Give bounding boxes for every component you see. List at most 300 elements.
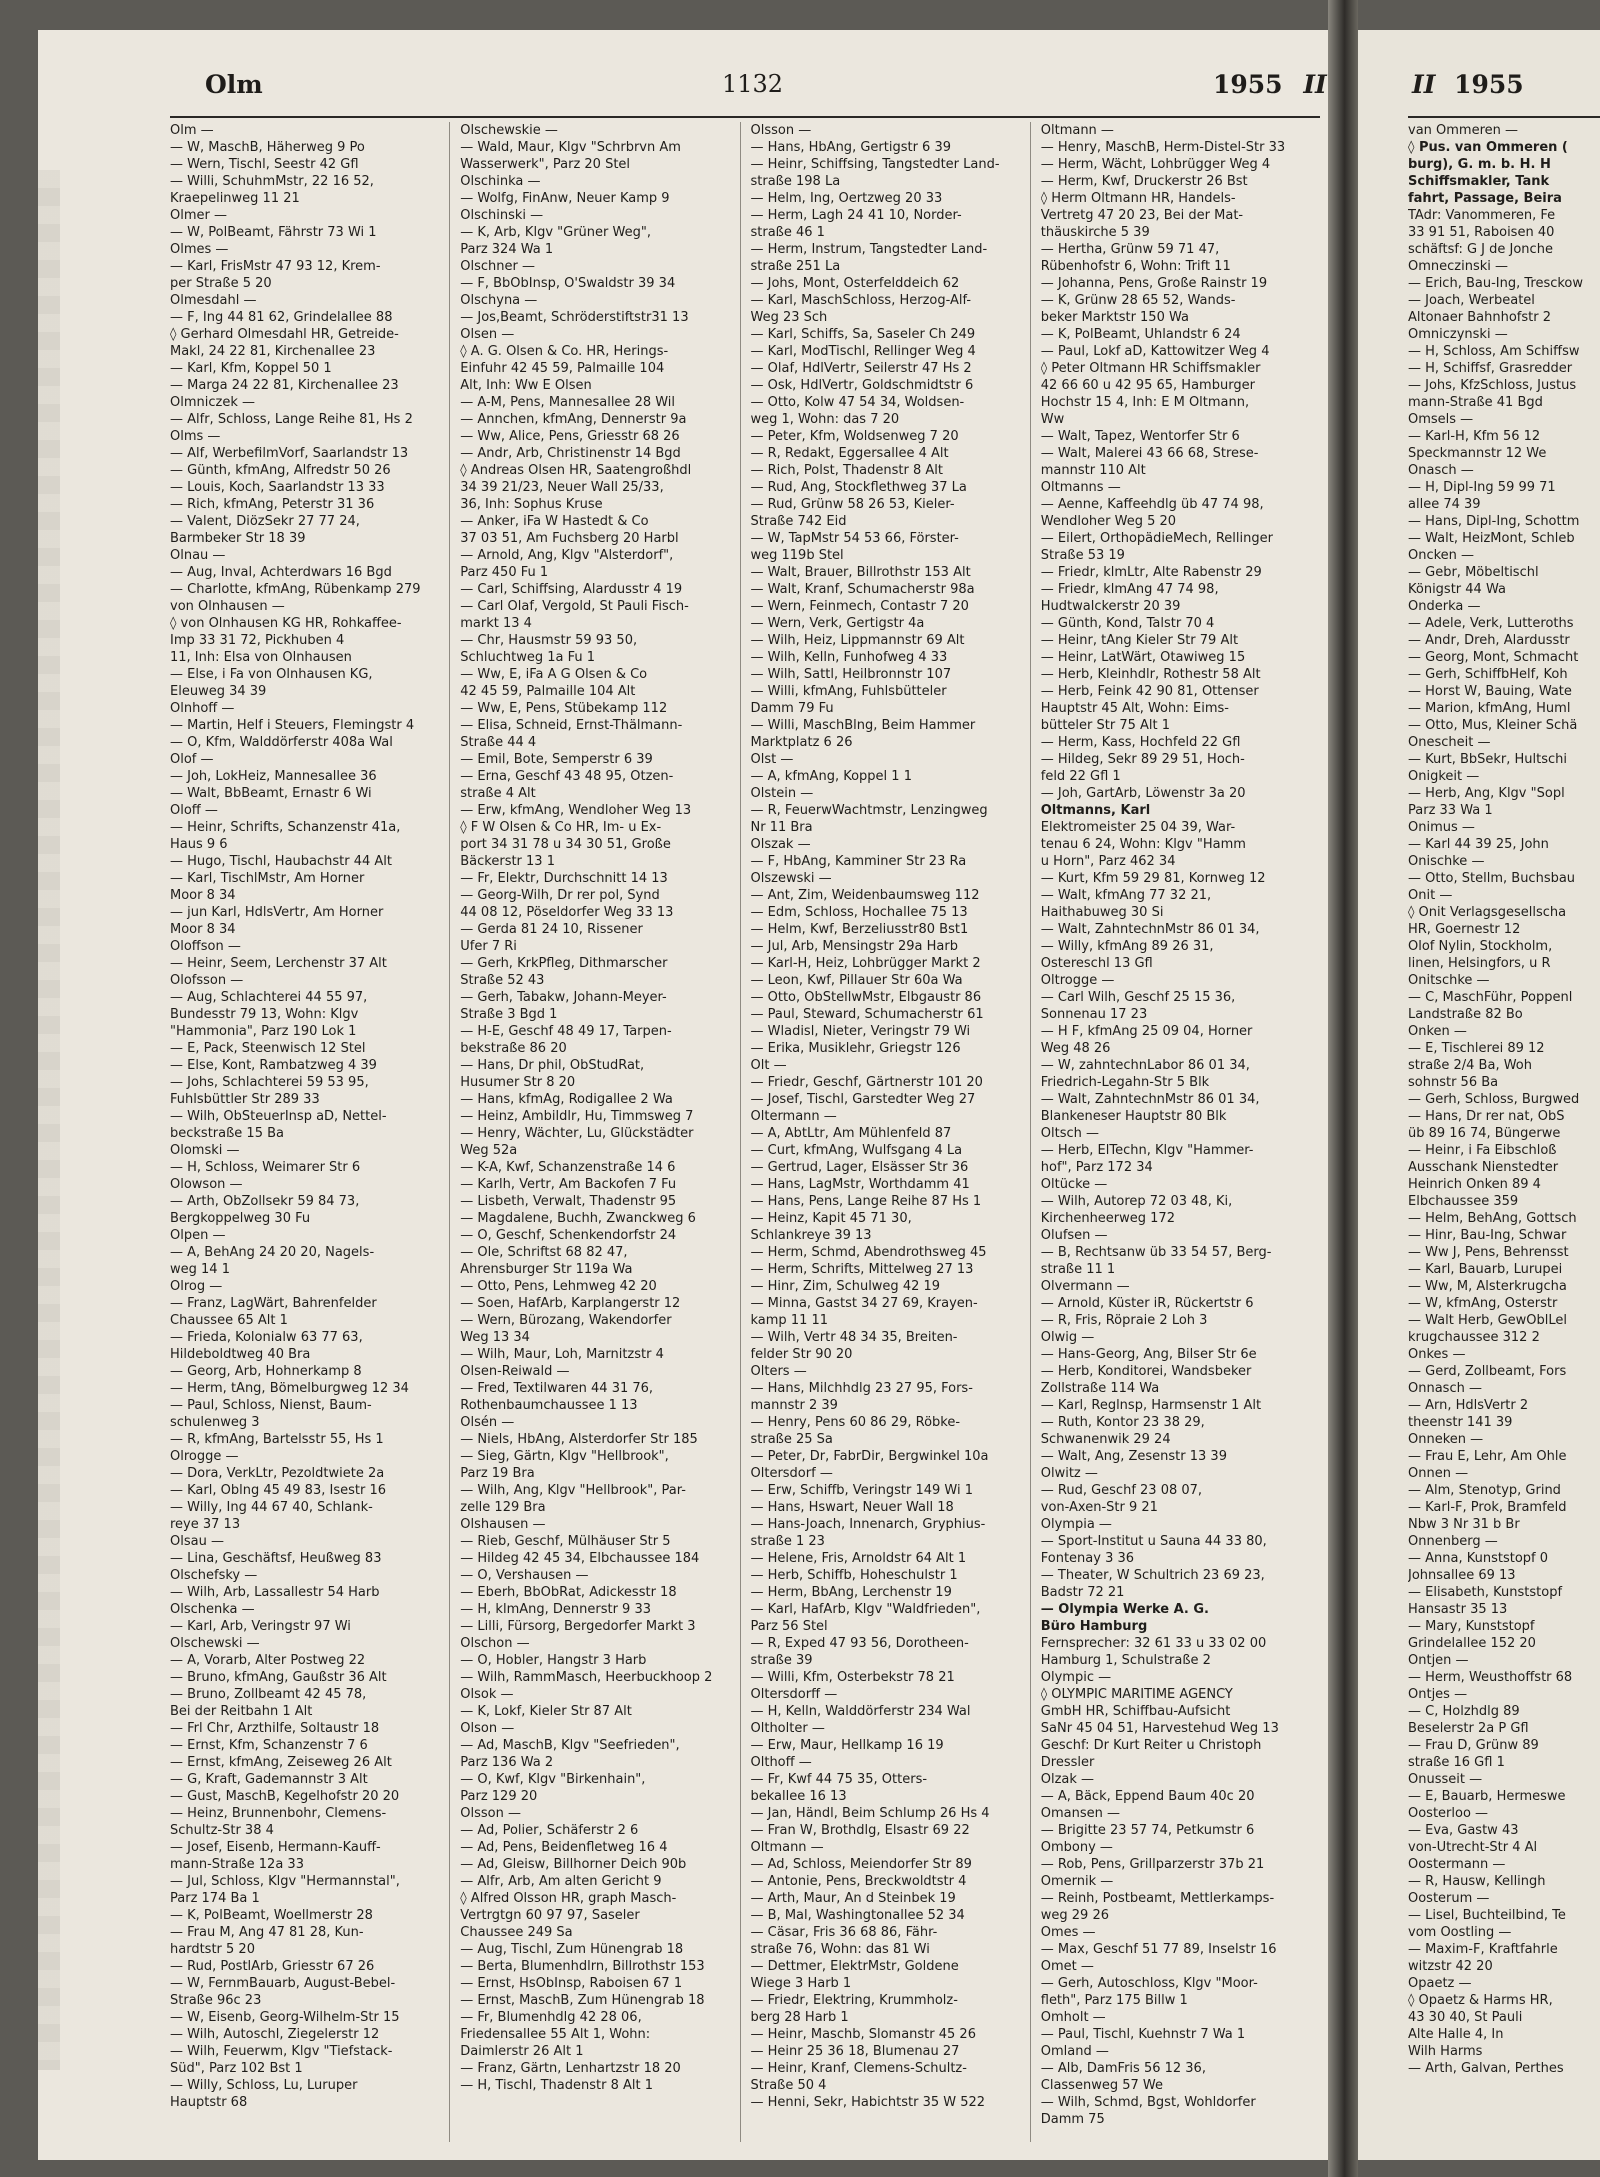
directory-entry: — Fr, Blumenhdlg 42 28 06, (460, 2010, 642, 2025)
directory-entry: Parz 324 Wa 1 (460, 242, 554, 257)
directory-entry: Olowson — (170, 1177, 243, 1192)
directory-entry: Olschinski — (460, 208, 544, 223)
directory-entry: — Johs, Mont, Osterfelddeich 62 (750, 276, 960, 291)
directory-entry: — O, Kfm, Walddörferstr 408a Wal (170, 735, 393, 750)
directory-entry: — Eilert, OrthopädieMech, Rellinger (1040, 531, 1273, 546)
directory-entry: Hansastr 35 13 (1408, 1602, 1508, 1617)
column-4 (1041, 122, 1320, 2142)
directory-entry: — H, Dipl-Ing 59 99 71 (1408, 480, 1556, 495)
directory-entry: — Heinz, Kapit 45 71 30, (750, 1211, 912, 1226)
directory-entry: — Aug, Schlachterei 44 55 97, (170, 990, 368, 1005)
directory-entry: mannstr 2 39 (750, 1398, 838, 1413)
directory-entry: — Wern, Feinmech, Contastr 7 20 (750, 599, 969, 614)
directory-entry: — Georg-Wilh, Dr rer pol, Synd (460, 888, 660, 903)
directory-entry: — Ernst, kfmAng, Zeiseweg 26 Alt (170, 1755, 392, 1770)
directory-entry: 33 91 51, Raboisen 40 (1408, 225, 1555, 240)
directory-entry: krugchaussee 312 2 (1408, 1330, 1540, 1345)
directory-entry: Ostereschl 13 Gfl (1040, 956, 1153, 971)
directory-entry: Onneken — (1408, 1432, 1484, 1447)
directory-entry: — Rud, Ang, Stockflethweg 37 La (750, 480, 967, 495)
directory-entry: Onnenberg — (1408, 1534, 1498, 1549)
directory-entry: Hochstr 15 4, Inh: E M Oltmann, (1040, 395, 1250, 410)
directory-entry: theenstr 141 39 (1408, 1415, 1513, 1430)
directory-entry: — Hans, Dipl-Ing, Schottm (1408, 514, 1580, 529)
directory-entry: — Karl, Bauarb, Lurupei (1408, 1262, 1563, 1277)
directory-entry: — Lisel, Buchteilbind, Te (1408, 1908, 1566, 1923)
directory-entry: — Henry, MaschB, Herm-Distel-Str 33 (1040, 140, 1286, 155)
directory-entry: — Johs, KfzSchloss, Justus (1408, 378, 1577, 393)
directory-entry: — Joh, GartArb, Löwenstr 3a 20 (1040, 786, 1246, 801)
directory-entry: — Wilh, Vertr 48 34 35, Breiten- (750, 1330, 958, 1345)
directory-entry: — H, klmAng, Dennerstr 9 33 (460, 1602, 651, 1617)
directory-entry: Olszewski — (750, 871, 832, 886)
directory-entry: — Ernst, MaschB, Zum Hünengrab 18 (460, 1993, 705, 2008)
directory-entry: 42 45 59, Palmaille 104 Alt (460, 684, 636, 699)
directory-entry: — Minna, Gastst 34 27 69, Krayen- (750, 1296, 978, 1311)
directory-entry: — Ww J, Pens, Behrensst (1408, 1245, 1569, 1260)
directory-entry: Elektromeister 25 04 39, War- (1040, 820, 1236, 835)
directory-entry: — E, Pack, Steenwisch 12 Stel (170, 1041, 366, 1056)
directory-entry: Olof — (170, 752, 214, 767)
directory-entry: — Heinr, Maschb, Slomanstr 45 26 (750, 2027, 976, 2042)
directory-entry: — Helm, Kwf, Berzeliusstr80 Bst1 (750, 922, 969, 937)
directory-entry: — C, MaschFühr, Poppenl (1408, 990, 1573, 1005)
directory-entry: — Hans, Hswart, Neuer Wall 18 (750, 1500, 954, 1515)
directory-entry: — Horst W, Bauing, Wate (1408, 684, 1572, 699)
directory-entry: — F, Ing 44 81 62, Grindelallee 88 (170, 310, 393, 325)
directory-columns (170, 122, 1320, 2142)
directory-entry: — Heinr, Schrifts, Schanzenstr 41a, (170, 820, 401, 835)
directory-entry: — Otto, Mus, Kleiner Schä (1408, 718, 1578, 733)
directory-entry: Moor 8 34 (170, 922, 236, 937)
directory-entry: — Annchen, kfmAng, Dennerstr 9a (460, 412, 687, 427)
directory-entry: berg 28 Harb 1 (750, 2010, 849, 2025)
directory-entry: Olm — (170, 123, 214, 138)
directory-entry: Vertretg 47 20 23, Bei der Mat- (1040, 208, 1244, 223)
directory-entry: — R, kfmAng, Bartelsstr 55, Hs 1 (170, 1432, 384, 1447)
directory-entry: — jun Karl, HdlsVertr, Am Horner (170, 905, 384, 920)
directory-entry: Straße 742 Eid (750, 514, 847, 529)
directory-entry: Onderka — (1408, 599, 1481, 614)
directory-entry: Olschner — (460, 259, 535, 274)
directory-entry: — H-E, Geschf 48 49 17, Tarpen- (460, 1024, 672, 1039)
directory-entry: weg 1, Wohn: das 7 20 (750, 412, 900, 427)
directory-entry: Onitschke — (1408, 973, 1490, 988)
directory-entry: — Günth, kfmAng, Alfredstr 50 26 (170, 463, 391, 478)
directory-entry: — Lilli, Fürsorg, Bergedorfer Markt 3 (460, 1619, 696, 1634)
directory-entry: Onken — (1408, 1024, 1467, 1039)
directory-entry: Zollstraße 114 Wa (1040, 1381, 1160, 1396)
directory-entry: — Willi, SchuhmMstr, 22 16 52, (170, 174, 374, 189)
directory-entry: Chaussee 249 Sa (460, 1925, 573, 1940)
directory-entry: Hamburg 1, Schulstraße 2 (1040, 1653, 1211, 1668)
directory-entry: — Leon, Kwf, Pillauer Str 60a Wa (750, 973, 963, 988)
directory-entry: Onigkeit — (1408, 769, 1480, 784)
directory-entry: Parz 56 Stel (750, 1619, 828, 1634)
page-gutter (1328, 0, 1358, 2177)
directory-entry: Olwitz — (1040, 1466, 1098, 1481)
directory-entry: weg 119b Stel (750, 548, 844, 563)
directory-entry: Olympic — (1040, 1670, 1112, 1685)
directory-entry: — Willy, Schloss, Lu, Luruper (170, 2078, 358, 2093)
directory-entry: Süd", Parz 102 Bst 1 (170, 2061, 303, 2076)
directory-entry: — Jul, Schloss, Klgv "Hermannstal", (170, 1874, 400, 1889)
directory-entry: Wilh Harms (1408, 2044, 1483, 2059)
directory-entry: Olthoff — (750, 1755, 812, 1770)
directory-entry: — E, Tischlerei 89 12 (1408, 1041, 1545, 1056)
directory-entry: — Wilh, Autoschl, Ziegelerstr 12 (170, 2027, 380, 2042)
directory-entry: — Karl 44 39 25, John (1408, 837, 1549, 852)
directory-entry: — Friedr, Geschf, Gärtnerstr 101 20 (750, 1075, 983, 1090)
directory-entry: Parz 174 Ba 1 (170, 1891, 260, 1906)
directory-entry: Oltmanns — (1040, 480, 1121, 495)
directory-entry: — Wern, Verk, Gertigstr 4a (750, 616, 925, 631)
directory-entry: — Chr, Hausmstr 59 93 50, (460, 633, 638, 648)
directory-entry: — Hans, HbAng, Gertigstr 6 39 (750, 140, 951, 155)
directory-entry: — K-A, Kwf, Schanzenstraße 14 6 (460, 1160, 676, 1175)
directory-entry: Olsen-Reiwald — (460, 1364, 570, 1379)
directory-entry: — Heinr, LatWärt, Otawiweg 15 (1040, 650, 1246, 665)
year-left: 1955 (1213, 70, 1283, 99)
directory-entry: — Gerh, Schloss, Burgwed (1408, 1092, 1580, 1107)
directory-entry: Wiege 3 Harb 1 (750, 1976, 852, 1991)
directory-entry: — Alfr, Schloss, Lange Reihe 81, Hs 2 (170, 412, 413, 427)
directory-entry: Classenweg 57 We (1040, 2078, 1163, 2093)
directory-entry: — Aug, Inval, Achterdwars 16 Bgd (170, 565, 392, 580)
directory-entry: — Ole, Schriftst 68 82 47, (460, 1245, 628, 1260)
directory-entry: Friedensallee 55 Alt 1, Wohn: (460, 2027, 651, 2042)
directory-entry: 44 08 12, Pöseldorfer Weg 33 13 (460, 905, 674, 920)
directory-entry: Daimlerstr 26 Alt 1 (460, 2044, 584, 2059)
directory-entry: Chaussee 65 Alt 1 (170, 1313, 288, 1328)
volume-left: II (1303, 70, 1327, 99)
directory-entry: — Herb, ElTechn, Klgv "Hammer- (1040, 1143, 1254, 1158)
directory-entry: — Wilh, Autorep 72 03 48, Ki, (1040, 1194, 1233, 1209)
directory-entry: — Ruth, Kontor 23 38 29, (1040, 1415, 1205, 1430)
directory-entry: — Rud, Grünw 58 26 53, Kieler- (750, 497, 955, 512)
directory-entry: — Herb, Konditorei, Wandsbeker (1040, 1364, 1252, 1379)
directory-entry: — Herm, Kwf, Druckerstr 26 Bst (1040, 174, 1248, 189)
directory-entry: Weg 13 34 (460, 1330, 530, 1345)
directory-entry: — A-M, Pens, Mannesallee 28 Wil (460, 395, 676, 410)
directory-entry: — Günth, Kond, Talstr 70 4 (1040, 616, 1215, 631)
directory-entry: Olsen — (460, 327, 515, 342)
directory-entry: schäftsf: G J de Jonche (1408, 242, 1553, 257)
directory-entry: — Antonie, Pens, Breckwoldtstr 4 (750, 1874, 967, 1889)
directory-entry: Parz 33 Wa 1 (1408, 803, 1493, 818)
directory-entry: Oloff — (170, 803, 218, 818)
directory-entry: 37 03 51, Am Fuchsberg 20 Harbl (460, 531, 679, 546)
directory-entry: Altonaer Bahnhofstr 2 (1408, 310, 1551, 325)
directory-entry: — Karl, ModTischl, Rellinger Weg 4 (750, 344, 976, 359)
directory-entry: Onescheit — (1408, 735, 1491, 750)
directory-entry: Onusseit — (1408, 1772, 1483, 1787)
directory-entry: — R, Exped 47 93 56, Dorotheen- (750, 1636, 969, 1651)
directory-entry: Olomski — (170, 1143, 240, 1158)
directory-entry: — Wilh, ObSteuerInsp aD, Nettel- (170, 1109, 387, 1124)
directory-entry: — Helm, BehAng, Gottsch (1408, 1211, 1577, 1226)
directory-entry: — K, Arb, Klgv "Grüner Weg", (460, 225, 651, 240)
directory-entry: — Helm, Ing, Oertzweg 20 33 (750, 191, 943, 206)
directory-entry: Parz 129 20 (460, 1789, 538, 1804)
directory-entry: — Ad, Polier, Schäferstr 2 6 (460, 1823, 639, 1838)
directory-entry: Eleuweg 34 39 (170, 684, 267, 699)
directory-entry: — Lisbeth, Verwalt, Thadenstr 95 (460, 1194, 677, 1209)
directory-entry: beckstraße 15 Ba (170, 1126, 284, 1141)
directory-entry: Olsau — (170, 1534, 224, 1549)
directory-entry: — Wladisl, Nieter, Veringstr 79 Wi (750, 1024, 971, 1039)
directory-entry: — Aug, Tischl, Zum Hünengrab 18 (460, 1942, 684, 1957)
directory-entry: ◊ Gerhard Olmesdahl HR, Getreide- (170, 327, 399, 342)
directory-entry: — Anker, iFa W Hastedt & Co (460, 514, 649, 529)
directory-entry: Ontjen — (1408, 1653, 1469, 1668)
directory-entry: — Hans, Milchhdlg 23 27 95, Fors- (750, 1381, 973, 1396)
running-head-word: Olm (205, 70, 263, 99)
directory-entry: — Magdalene, Buchh, Zwanckweg 6 (460, 1211, 696, 1226)
directory-entry: Haithabuweg 30 Si (1040, 905, 1164, 920)
directory-entry: — Friedr, klmLtr, Alte Rabenstr 29 (1040, 565, 1262, 580)
directory-entry: — Carl Wilh, Geschf 25 15 36, (1040, 990, 1236, 1005)
directory-entry: — Arn, HdlsVertr 2 (1408, 1398, 1529, 1413)
directory-entry: — Maxim-F, Kraftfahrle (1408, 1942, 1558, 1957)
directory-entry: — Hugo, Tischl, Haubachstr 44 Alt (170, 854, 393, 869)
directory-entry: Wendloher Weg 5 20 (1040, 514, 1177, 529)
directory-entry: — W, kfmAng, Osterstr (1408, 1296, 1558, 1311)
directory-entry: Wasserwerk", Parz 20 Stel (460, 157, 631, 172)
directory-entry: — Niels, HbAng, Alsterdorfer Str 185 (460, 1432, 698, 1447)
directory-entry: — Erw, Maur, Hellkamp 16 19 (750, 1738, 944, 1753)
directory-entry: — Peter, Dr, FabrDir, Bergwinkel 10a (750, 1449, 989, 1464)
directory-entry: — Soen, HafArb, Karplangerstr 12 (460, 1296, 681, 1311)
directory-entry: straße 39 (750, 1653, 813, 1668)
directory-entry: — C, Holzhdlg 89 (1408, 1704, 1520, 1719)
directory-entry: Geschf: Dr Kurt Reiter u Christoph (1040, 1738, 1262, 1753)
directory-entry: per Straße 5 20 (170, 276, 272, 291)
directory-entry: 36, Inh: Sophus Kruse (460, 497, 603, 512)
directory-entry: — Joh, LokHeiz, Mannesallee 36 (170, 769, 377, 784)
directory-entry: Bei der Reitbahn 1 Alt (170, 1704, 313, 1719)
directory-entry: Ontjes — (1408, 1687, 1468, 1702)
directory-entry: — Rieb, Geschf, Mülhäuser Str 5 (460, 1534, 671, 1549)
directory-entry: — Willy, kfmAng 89 26 31, (1040, 939, 1214, 954)
directory-entry: — Wilh, Arb, Lassallestr 54 Harb (170, 1585, 380, 1600)
directory-entry: — Georg, Arb, Hohnerkamp 8 (170, 1364, 362, 1379)
directory-entry: von Olnhausen — (170, 599, 285, 614)
directory-entry: — H, Tischl, Thadenstr 8 Alt 1 (460, 2078, 654, 2093)
header-rule-right (1408, 116, 1600, 118)
directory-entry: Oltmann — (1040, 123, 1114, 138)
directory-entry: — Alfr, Arb, Am alten Gericht 9 (460, 1874, 662, 1889)
directory-entry: — Hans, Dr rer nat, ObS (1408, 1109, 1565, 1124)
directory-entry: Olters — (750, 1364, 807, 1379)
directory-entry: — H, Schloss, Am Schiffsw (1408, 344, 1580, 359)
directory-entry: Olschewski — (170, 1636, 260, 1651)
directory-entry: — Johs, Schlachterei 59 53 95, (170, 1075, 369, 1090)
directory-entry: — Herm, Schrifts, Mittelweg 27 13 (750, 1262, 974, 1277)
directory-entry: Oosterloo — (1408, 1806, 1489, 1821)
directory-entry: — Fr, Kwf 44 75 35, Otters- (750, 1772, 928, 1787)
directory-entry: bekallee 16 13 (750, 1789, 847, 1804)
directory-entry: — Rich, kfmAng, Peterstr 31 36 (170, 497, 375, 512)
directory-entry: Olnau — (170, 548, 226, 563)
directory-entry: Speckmannstr 12 We (1408, 446, 1547, 461)
directory-entry: — Rob, Pens, Grillparzerstr 37b 21 (1040, 1857, 1265, 1872)
directory-entry: — W, FernmBauarb, August-Bebel- (170, 1976, 396, 1991)
directory-entry: TAdr: Vanommeren, Fe (1408, 208, 1556, 223)
directory-entry: Onnasch — (1408, 1381, 1482, 1396)
column-1 (170, 122, 450, 2142)
directory-entry: Oltsch — (1040, 1126, 1099, 1141)
directory-entry: bütteler Str 75 Alt 1 (1040, 718, 1171, 733)
directory-entry: tenau 6 24, Wohn: Klgv "Hamm (1040, 837, 1246, 852)
directory-entry: Königstr 44 Wa (1408, 582, 1506, 597)
directory-entry: Omneczinski — (1408, 259, 1509, 274)
directory-entry: Heinrich Onken 89 4 (1408, 1177, 1541, 1192)
directory-entry: Oncken — (1408, 548, 1475, 563)
directory-entry: straße 1 23 (750, 1534, 825, 1549)
directory-entry: — O, Kwf, Klgv "Birkenhain", (460, 1772, 646, 1787)
directory-entry: Straße 53 19 (1040, 548, 1125, 563)
directory-entry: — Rud, Geschf 23 08 07, (1040, 1483, 1203, 1498)
directory-entry: — Hinr, Bau-Ing, Schwar (1408, 1228, 1567, 1243)
directory-entry: Olsén — (460, 1415, 515, 1430)
directory-entry: — Ernst, Kfm, Schanzenstr 7 6 (170, 1738, 368, 1753)
directory-entry: — Dora, VerkLtr, Pezoldtwiete 2a (170, 1466, 385, 1481)
directory-entry: Hildeboldtweg 40 Bra (170, 1347, 311, 1362)
directory-entry: Dressler (1040, 1755, 1095, 1770)
directory-entry: von-Axen-Str 9 21 (1040, 1500, 1158, 1515)
directory-entry: — Otto, ObStellwMstr, Elbgaustr 86 (750, 990, 982, 1005)
directory-entry: — Willi, Kfm, Osterbekstr 78 21 (750, 1670, 955, 1685)
directory-entry: von-Utrecht-Str 4 Al (1408, 1840, 1538, 1855)
directory-entry: ◊ Peter Oltmann HR Schiffsmakler (1040, 361, 1261, 376)
directory-entry: — Ad, Gleisw, Billhorner Deich 90b (460, 1857, 687, 1872)
directory-entry: ◊ F W Olsen & Co HR, Im- u Ex- (460, 820, 662, 835)
directory-entry: — Heinr, Kranf, Clemens-Schultz- (750, 2061, 967, 2076)
directory-entry: Olufsen — (1040, 1228, 1108, 1243)
directory-entry: — F, BbObInsp, O'Swaldstr 39 34 (460, 276, 676, 291)
directory-entry: — Wilh, Schmd, Bgst, Wohldorfer (1040, 2095, 1256, 2110)
directory-entry: — Henry, Wächter, Lu, Glückstädter (460, 1126, 694, 1141)
directory-entry: mannstr 110 Alt (1040, 463, 1146, 478)
directory-entry: straße 25 Sa (750, 1432, 833, 1447)
directory-entry: Rothenbaumchaussee 1 13 (460, 1398, 638, 1413)
directory-entry: — Karl, Kfm, Koppel 50 1 (170, 361, 332, 376)
directory-entry: — Karl, Schiffs, Sa, Saseler Ch 249 (750, 327, 976, 342)
directory-entry: — Mary, Kunststopf (1408, 1619, 1535, 1634)
directory-entry: — Sieg, Gärtn, Klgv "Hellbrook", (460, 1449, 669, 1464)
directory-entry: — Gerh, KrkPfleg, Dithmarscher (460, 956, 668, 971)
directory-entry: — Paul, Lokf aD, Kattowitzer Weg 4 (1040, 344, 1270, 359)
directory-entry: — Georg, Mont, Schmacht (1408, 650, 1579, 665)
directory-entry: — W, TapMstr 54 53 66, Förster- (750, 531, 959, 546)
directory-entry: — Ernst, HsObInsp, Raboisen 67 1 (460, 1976, 683, 1991)
directory-entry: — Fr, Elektr, Durchschnitt 14 13 (460, 871, 668, 886)
directory-entry: Fuhlsbüttler Str 289 33 (170, 1092, 320, 1107)
directory-entry: — Gerda 81 24 10, Rissener (460, 922, 643, 937)
directory-entry: — Walt, Tapez, Wentorfer Str 6 (1040, 429, 1240, 444)
directory-entry: Damm 79 Fu (750, 701, 834, 716)
directory-entry: — Frau M, Ang 47 81 28, Kun- (170, 1925, 364, 1940)
directory-entry: Omsels — (1408, 412, 1474, 427)
directory-entry: — Arth, ObZollsekr 59 84 73, (170, 1194, 360, 1209)
directory-entry: Schluchtweg 1a Fu 1 (460, 650, 596, 665)
directory-entry: — Berta, Blumenhdlrn, Billrothstr 153 (460, 1959, 705, 1974)
directory-entry: Olzak — (1040, 1772, 1095, 1787)
directory-entry: Olschon — (460, 1636, 530, 1651)
directory-entry: — Emil, Bote, Semperstr 6 39 (460, 752, 653, 767)
directory-entry: — A, AbtLtr, Am Mühlenfeld 87 (750, 1126, 952, 1141)
directory-entry: — Walt, Kranf, Schumacherstr 98a (750, 582, 975, 597)
directory-entry: ◊ Opaetz & Harms HR, (1408, 1993, 1553, 2008)
directory-entry: mann-Straße 41 Bgd (1408, 395, 1543, 410)
directory-entry: fahrt, Passage, Beira (1408, 191, 1562, 206)
directory-entry: — H F, kfmAng 25 09 04, Horner (1040, 1024, 1253, 1039)
directory-entry: Weg 23 Sch (750, 310, 828, 325)
directory-entry: — Kurt, BbSekr, Hultschi (1408, 752, 1568, 767)
column-2 (460, 122, 740, 2142)
directory-entry: Einfuhr 42 45 59, Palmaille 104 (460, 361, 665, 376)
directory-entry: — Hans, Dr phil, ObStudRat, (460, 1058, 645, 1073)
directory-entry: Olnhoff — (170, 701, 235, 716)
directory-entry: Bergkoppelweg 30 Fu (170, 1211, 311, 1226)
directory-entry: — Herb, Kleinhdlr, Rothestr 58 Alt (1040, 667, 1261, 682)
directory-entry: — Walt, BbBeamt, Ernastr 6 Wi (170, 786, 372, 801)
directory-entry: Olms — (170, 429, 221, 444)
directory-entry: — F, HbAng, Kamminer Str 23 Ra (750, 854, 967, 869)
directory-entry: — Erich, Bau-Ing, Tresckow (1408, 276, 1584, 291)
directory-entry: — Martin, Helf i Steuers, Flemingstr 4 (170, 718, 415, 733)
directory-entry: — Henry, Pens 60 86 29, Röbke- (750, 1415, 961, 1430)
directory-entry: 34 39 21/23, Neuer Wall 25/33, (460, 480, 664, 495)
directory-entry: Parz 450 Fu 1 (460, 565, 549, 580)
directory-entry: Oltrogge — (1040, 973, 1115, 988)
directory-entry: Bundesstr 79 13, Wohn: Klgv (170, 1007, 359, 1022)
directory-entry: Badstr 72 21 (1040, 1585, 1125, 1600)
directory-entry: — R, FeuerwWachtmstr, Lenzingweg (750, 803, 988, 818)
directory-entry: straße 251 La (750, 259, 841, 274)
directory-entry: — Hinr, Zim, Schulweg 42 19 (750, 1279, 941, 1294)
directory-entry: — W, PolBeamt, Fährstr 73 Wi 1 (170, 225, 377, 240)
directory-entry: mann-Straße 12a 33 (170, 1857, 304, 1872)
directory-entry: Oltermann — (750, 1109, 837, 1124)
directory-entry: zelle 129 Bra (460, 1500, 546, 1515)
directory-entry: thäuskirche 5 39 (1040, 225, 1150, 240)
directory-entry: — Erika, Musiklehr, Griegstr 126 (750, 1041, 961, 1056)
directory-entry: Olympia — (1040, 1517, 1112, 1532)
directory-entry: — A, BehAng 24 20 20, Nagels- (170, 1245, 375, 1260)
directory-entry: — K, Lokf, Kieler Str 87 Alt (460, 1704, 632, 1719)
directory-entry: Barmbeker Str 18 39 (170, 531, 306, 546)
directory-entry: — Heinr, i Fa Eibschloß (1408, 1143, 1557, 1158)
directory-entry: — Eva, Gastw 43 (1408, 1823, 1519, 1838)
directory-entry: Omes — (1040, 1925, 1096, 1940)
directory-entry: — Walt Herb, GewOblLel (1408, 1313, 1568, 1328)
volume-right: II (1412, 70, 1436, 99)
directory-entry: Friedrich-Legahn-Str 5 Blk (1040, 1075, 1210, 1090)
directory-entry: — Wern, Tischl, Seestr 42 Gfl (170, 157, 359, 172)
directory-entry: — Walt, ZahntechnMstr 86 01 34, (1040, 1092, 1260, 1107)
directory-entry: — Jan, Händl, Beim Schlump 26 Hs 4 (750, 1806, 990, 1821)
directory-entry: Olofsson — (170, 973, 244, 988)
directory-entry: Fernsprecher: 32 61 33 u 33 02 00 (1040, 1636, 1267, 1651)
directory-entry: ◊ Alfred Olsson HR, graph Masch- (460, 1891, 677, 1906)
directory-entry: reye 37 13 (170, 1517, 241, 1532)
directory-entry: — Karlh, Vertr, Am Backofen 7 Fu (460, 1177, 677, 1192)
directory-entry: — Ww, M, Alsterkrugcha (1408, 1279, 1567, 1294)
directory-entry: — Johanna, Pens, Große Rainstr 19 (1040, 276, 1268, 291)
directory-entry: Olmes — (170, 242, 229, 257)
